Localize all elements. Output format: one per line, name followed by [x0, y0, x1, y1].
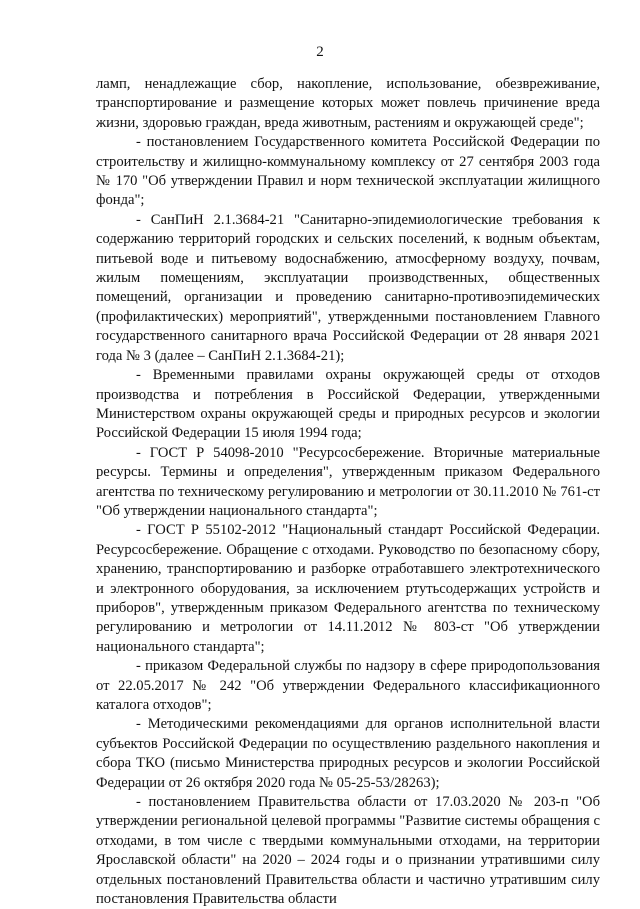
- paragraph-gost-55102: - ГОСТ Р 55102-2012 "Национальный стандарт Российской Федерации. Ресурсосбережение. Обращение с отходами. Руководство по безопасному сбору, хранению, транспортированию и разборке отработавшего электротехнического и электронного оборудования, за исключением ртутьсодержащих устройств и приборов", утвержденным приказом Федерального агентства по техническому регулированию и метрологии от 14.11.2012 № 803-ст "Об утверждении национального стандарта";: [96, 522, 600, 655]
- paragraph-gosstroy-resolution: - постановлением Государственного комитета Российской Федерации по строительству и жилищно-коммунальному комплексу от 27 сентября 2003 года № 170 "Об утверждении Правил и норм технической эксплуатации жилищного фонда";: [96, 134, 600, 209]
- paragraph-regional-program: - постановлением Правительства области от 17.03.2020 № 203-п "Об утверждении региональной целевой программы "Развитие системы обращения с отходами, в том числе с твердыми коммунальными отходами, на территории Ярославской области" на 2020 – 2024 годы и о признании утратившими силу отдельных постановлений Правительства области и частично утратившим силу постановления Правительства области: [96, 794, 600, 908]
- document-body: [96, 75, 600, 909]
- page-number: 2: [316, 44, 324, 60]
- paragraph-gost-54098: - ГОСТ Р 54098-2010 "Ресурсосбережение. Вторичные материальные ресурсы. Термины и определения", утвержденным приказом Федерального агентства по техническому регулированию и метрологии от 30.11.2010 № 761-ст "Об утверждении национального стандарта";: [96, 444, 600, 519]
- paragraph-rosprirodnadzor-order: - приказом Федеральной службы по надзору в сфере природопользования от 22.05.2017 № 242 "Об утверждении Федерального классификационного каталога отходов";: [96, 658, 600, 713]
- paragraph-sanpin: - СанПиН 2.1.3684-21 "Санитарно-эпидемиологические требования к содержанию территорий городских и сельских поселений, к водным объектам, питьевой воде и питьевому водоснабжению, атмосферному воздуху, почвам, жилым помещениям, эксплуатации производственных, общественных помещений, организации и проведению санитарно-противоэпидемических (профилактических) мероприятий", утвержденными постановлением Главного государственного санитарного врача Российской Федерации от 28 января 2021 года № 3 (далее – СанПиН 2.1.3684-21);: [96, 211, 600, 364]
- paragraph-lamps-continuation: ламп, ненадлежащие сбор, накопление, использование, обезвреживание, транспортирование и размещение которых может повлечь причинение вреда жизни, здоровью граждан, вреда животным, растениям и окружающей среде";: [96, 76, 600, 131]
- paragraph-temporary-rules: - Временными правилами охраны окружающей среды от отходов производства и потребления в Российской Федерации, утвержденными Министерством охраны окружающей среды и природных ресурсов и экологии Российской Федерации 15 июля 1994 года;: [96, 367, 600, 442]
- paragraph-methodical-recommendations: - Методическими рекомендациями для органов исполнительной власти субъектов Российской Федерации по осуществлению раздельного накопления и сбора ТКО (письмо Министерства природных ресурсов и экологии Российской Федерации от 26 октября 2020 года № 05-25-53/28263);: [96, 716, 600, 791]
